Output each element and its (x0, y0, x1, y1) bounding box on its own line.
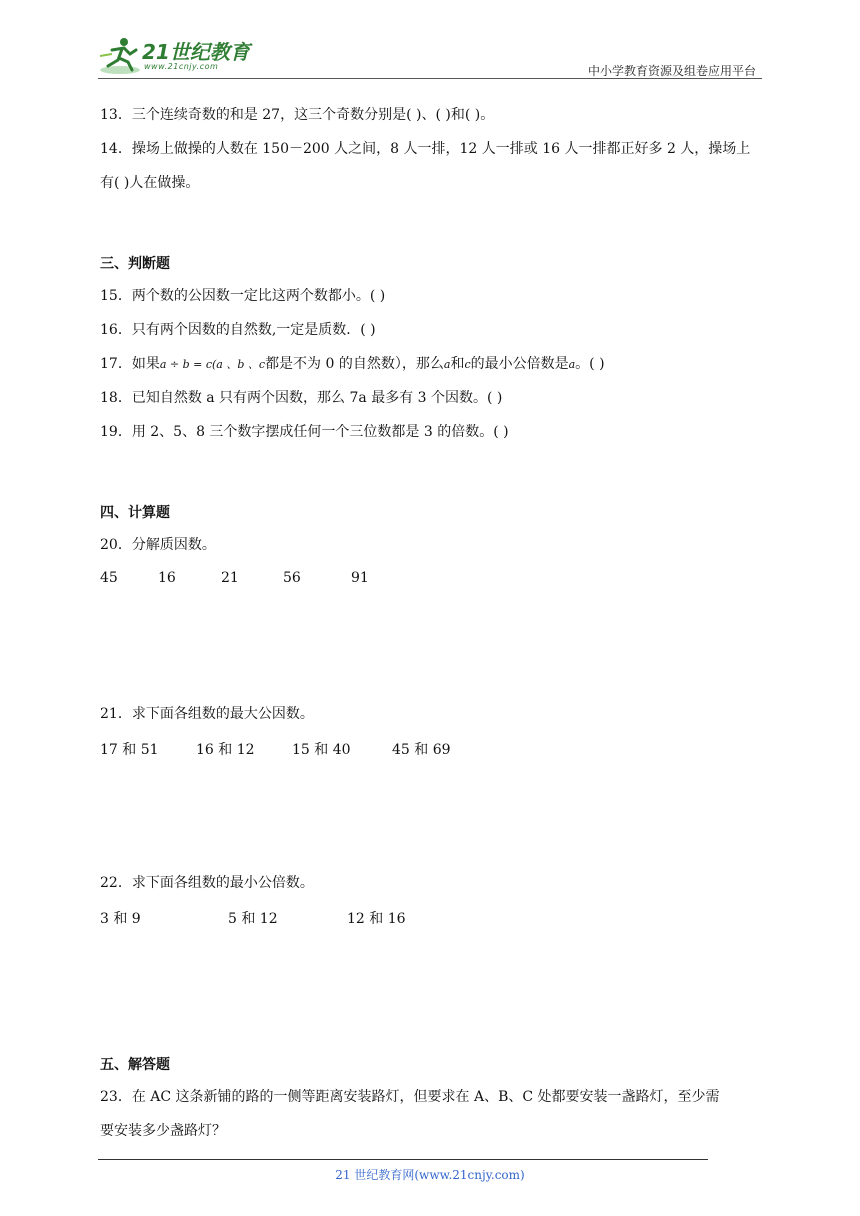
page-header (98, 30, 762, 80)
q17-and: 和 (450, 356, 465, 372)
question-20: 20．分解质因数。 (100, 537, 216, 553)
question-15: 15．两个数的公因数一定比这两个数都小。( ) (100, 288, 386, 304)
q21-pair: 45 和 69 (392, 742, 451, 758)
q22-pair: 3 和 9 (100, 911, 141, 927)
footer-divider (98, 1159, 708, 1160)
site-logo (98, 36, 268, 76)
q22-pair: 12 和 16 (347, 911, 406, 927)
q17-end: 。( ) (575, 356, 605, 372)
q17-post: 的最小公倍数是 (470, 356, 569, 372)
header-tagline: 中小学教育资源及组卷应用平台 (587, 64, 756, 78)
q20-number: 45 (100, 570, 118, 586)
q21-pair: 16 和 12 (196, 742, 255, 758)
question-14-line1: 14．操场上做操的人数在 150－200 人之间，8 人一排，12 人一排或 16 人一排都正好多 2 人，操场上 (100, 141, 751, 157)
q17-var-a2: a (568, 358, 576, 371)
q20-number: 56 (283, 570, 301, 586)
header-divider (98, 78, 762, 79)
section-4-title: 四、计算题 (100, 505, 170, 521)
logo-url: www.21cnjy.com (144, 62, 219, 71)
q20-number: 91 (351, 570, 369, 586)
question-14-line2: 有( )人在做操。 (100, 175, 200, 191)
question-18: 18．已知自然数 a 只有两个因数，那么 7a 最多有 3 个因数。( ) (100, 390, 503, 406)
question-23-line1: 23．在 AC 这条新铺的路的一侧等距离安装路灯，但要求在 A、B、C 处都要安装一盏路灯，至少需 (100, 1089, 720, 1105)
q22-pair: 5 和 12 (228, 911, 278, 927)
q17-prefix: 17．如果 (100, 356, 160, 372)
question-16: 16．只有两个因数的自然数,一定是质数．( ) (100, 322, 376, 338)
logo-text: 21世纪教育 (142, 40, 250, 64)
q17-formula: a ÷ b = c(a 、b 、c (159, 358, 266, 371)
page-footer: 21 世纪教育网(www.21cnjy.com) (335, 1168, 525, 1182)
q17-var-a: a (443, 358, 451, 371)
question-13: 13．三个连续奇数的和是 27，这三个奇数分别是( )、( )和( )。 (100, 107, 495, 123)
question-22: 22．求下面各组数的最小公倍数。 (100, 875, 314, 891)
question-23-line2: 要安装多少盏路灯？ (100, 1123, 226, 1139)
section-3-title: 三、判断题 (100, 256, 170, 272)
q20-number: 16 (158, 570, 176, 586)
q21-pair: 15 和 40 (292, 742, 351, 758)
question-19: 19．用 2、5、8 三个数字摆成任何一个三位数都是 3 的倍数。( ) (100, 424, 509, 440)
q17-var-c: c (464, 358, 471, 371)
runner-logo-icon (98, 36, 142, 76)
q17-middle: 都是不为 0 的自然数），那么 (265, 356, 444, 372)
question-21: 21．求下面各组数的最大公因数。 (100, 706, 314, 722)
q20-number: 21 (221, 570, 239, 586)
section-5-title: 五、解答题 (100, 1057, 170, 1073)
q21-pair: 17 和 51 (100, 742, 159, 758)
question-17 (100, 355, 605, 374)
